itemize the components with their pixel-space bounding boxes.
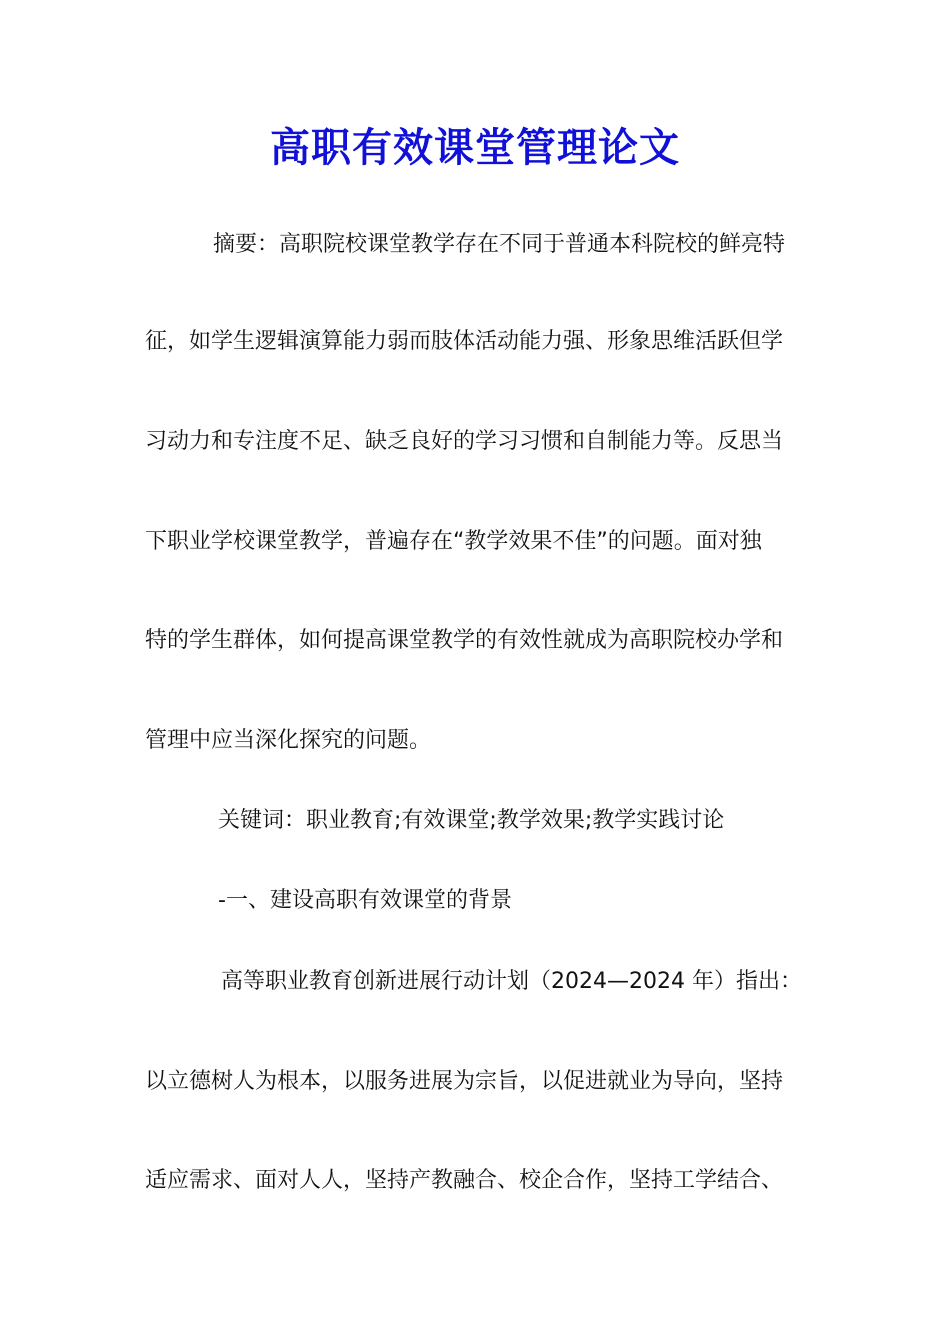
body-line-2: 以立德树人为根本，以服务进展为宗旨，以促进就业为导向，坚持 <box>145 1069 784 1094</box>
abstract-line-1: 摘要：高职院校课堂教学存在不同于普通本科院校的鲜亮特 <box>213 232 786 257</box>
abstract-line-3: 习动力和专注度不足、缺乏良好的学习习惯和自制能力等。反思当 <box>145 429 784 454</box>
body-line-1: 高等职业教育创新进展行动计划（2024—2024 年）指出： <box>221 969 802 994</box>
abstract-line-4: 下职业学校课堂教学，普遍存在“教学效果不佳”的问题。面对独 <box>145 529 762 554</box>
body-line-3: 适应需求、面对人人，坚持产教融合、校企合作，坚持工学结合、 <box>145 1168 784 1193</box>
section-heading: -一、建设高职有效课堂的背景 <box>218 888 512 913</box>
keywords-line: 关键词：职业教育;有效课堂;教学效果;教学实践讨论 <box>218 808 725 833</box>
abstract-line-6: 管理中应当深化探究的问题。 <box>145 728 432 753</box>
abstract-line-2: 征，如学生逻辑演算能力弱而肢体活动能力强、形象思维活跃但学 <box>145 329 784 354</box>
abstract-line-5: 特的学生群体，如何提高课堂教学的有效性就成为高职院校办学和 <box>145 628 784 653</box>
document-title: 高职有效课堂管理论文 <box>270 124 680 171</box>
